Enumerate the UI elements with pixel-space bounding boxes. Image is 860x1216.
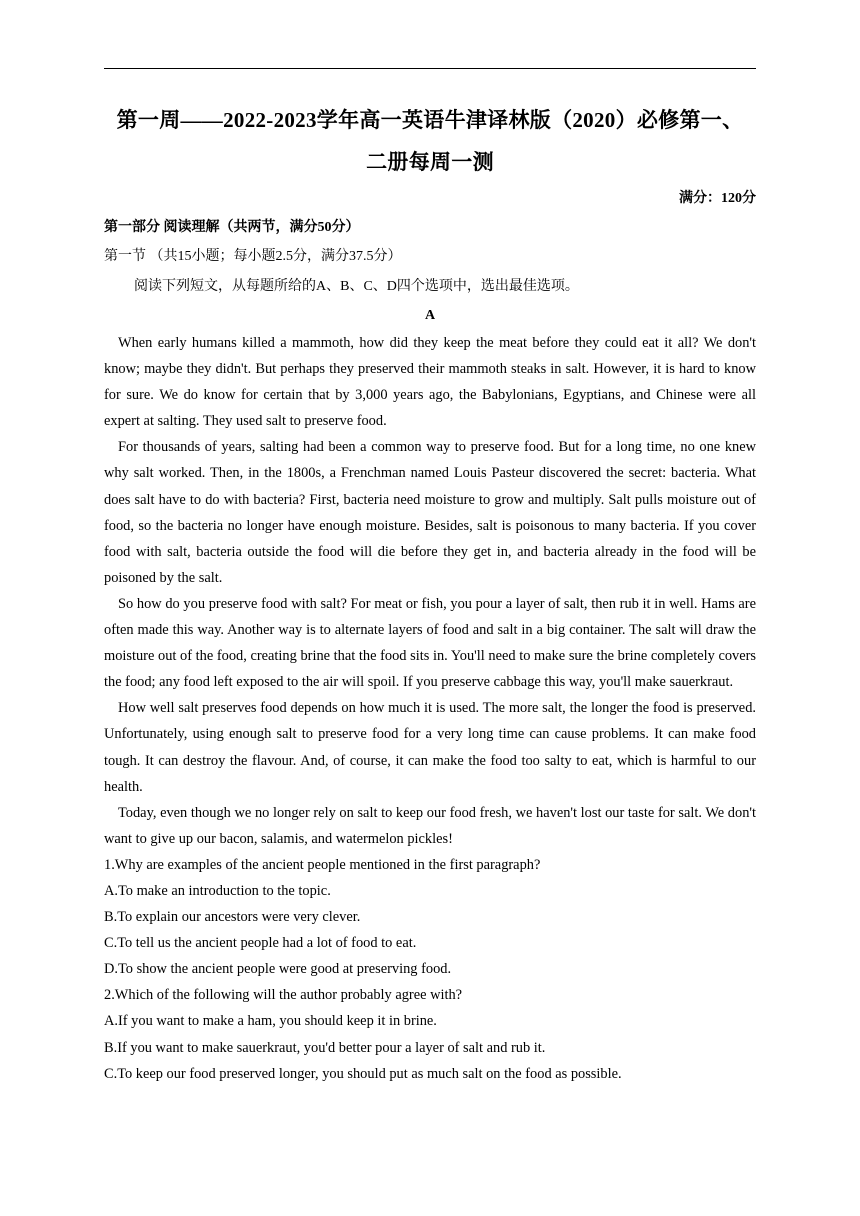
total-score: 满分：120分 [679,191,756,206]
passage-label: A [424,308,436,323]
answer-option: C.To tell us the ancient people had a lot of food to eat. [104,935,417,952]
passage-paragraph: So how do you preserve food with salt? For meat or fish, you pour a layer of salt, then rub it in well. Hams are often made this way. Another way is to alternate layers of food and salt in a big container. The salt will draw the moisture out of the food, creating brine that the food sits in. You'll need to make sure the brine completely covers the food; any food left exposed to the air will spoil. If you preserve cabbage this way, you'll make sauerkraut. [104,595,756,691]
answer-option: B.To explain our ancestors were very clever. [104,909,361,926]
answer-option: D.To show the ancient people were good at preserving food. [104,961,452,978]
passage-body [104,330,756,1087]
header-rule [104,68,756,69]
passage-paragraph: When early humans killed a mammoth, how did they keep the meat before they could eat it all? We don't know; maybe they didn't. But perhaps they preserved their mammoth steaks in salt. However, it is hard to know for sure. We do know for certain that by 3,000 years ago, the Babylonians, Egyptians, and Chinese were all expert at salting. They used salt to preserve food. [104,335,756,430]
instruction-text: 阅读下列短文，从每题所给的A、B、C、D四个选项中，选出最佳选项。 [134,279,579,294]
passage-paragraph: How well salt preserves food depends on how much it is used. The more salt, the longer the food is preserved. Unfortunately, using enough salt to preserve food for a very long time can cause problems. It can make food tough. It can destroy the flavour. And, of course, it can make the food too salty to eat, which is harmful to our health. [104,700,756,795]
answer-option: C.To keep our food preserved longer, you should put as much salt on the food as possible. [104,1065,622,1082]
answer-option: B.If you want to make sauerkraut, you'd better pour a layer of salt and rub it. [104,1039,546,1056]
passage-paragraph: For thousands of years, salting had been a common way to preserve food. But for a long time, no one knew why salt worked. Then, in the 1800s, a Frenchman named Louis Pasteur discovered the secret: bacteria. What does salt have to do with bacteria? First, bacteria need moisture to grow and multiply. Salt pulls moisture out of food, so the bacteria no longer have enough moisture. Besides, salt is poisonous to many bacteria. If you cover food with salt, bacteria outside the food will die before they get in, and bacteria already in the food will be poisoned by the salt. [104,439,756,586]
passage-paragraph: Today, even though we no longer rely on salt to keep our food fresh, we haven't lost our taste for salt. We don't want to give up our bacon, salamis, and watermelon pickles! [104,804,756,847]
question-stem: 2.Which of the following will the author probably agree with? [104,987,463,1004]
document-title-line-2: 二册每周一测 [366,150,494,174]
part-heading: 第一部分 阅读理解（共两节，满分50分） [104,220,360,235]
question-stem: 1.Why are examples of the ancient people mentioned in the first paragraph? [104,856,541,873]
subsection-heading: 第一节 （共15小题；每小题2.5分，满分37.5分） [104,249,402,264]
answer-option: A.If you want to make a ham, you should keep it in brine. [104,1013,437,1030]
answer-option: A.To make an introduction to the topic. [104,882,331,899]
document-title-line-1: 第一周——2022-2023学年高一英语牛津译林版（2020）必修第一、 [116,108,744,132]
